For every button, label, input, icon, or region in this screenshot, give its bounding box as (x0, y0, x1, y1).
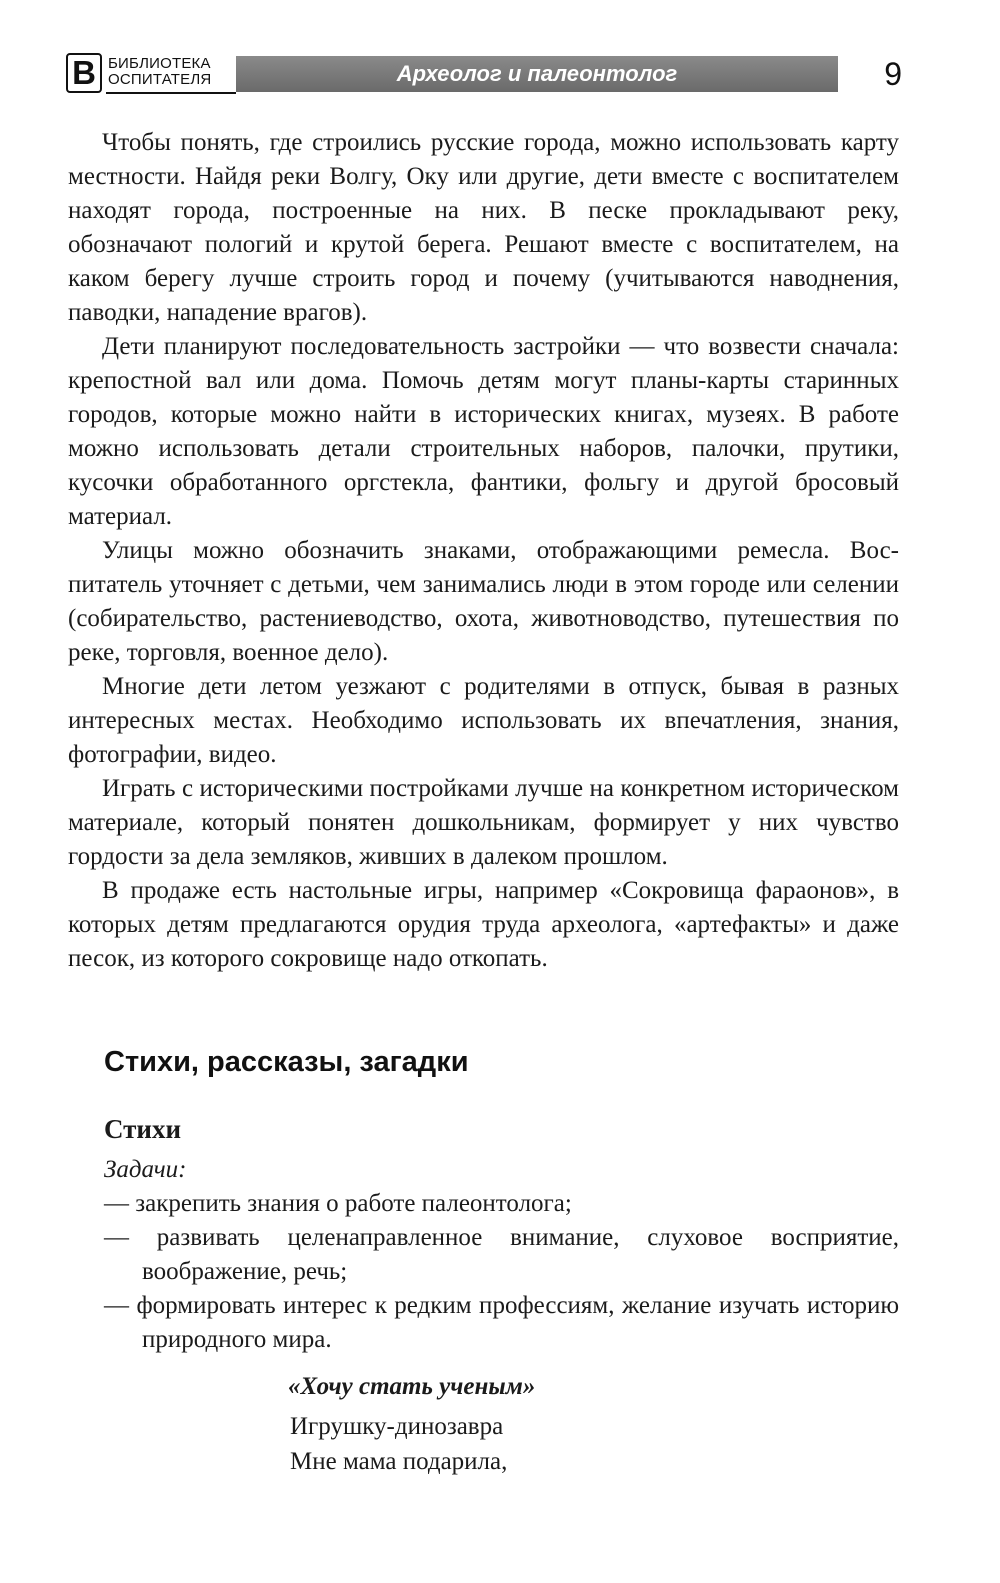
header-divider (106, 92, 236, 94)
paragraph: Улицы можно обозначить знаками, отображающими ремесла. Воспитатель уточняет с детьми, чем занимались люди в этом городе или селении (собирательство, растениеводство, охота, животноводство, путешествия по реке, торговля, военное дело). (68, 537, 899, 666)
chapter-title: Археолог и палеонтолог (236, 56, 838, 92)
page-header (66, 50, 902, 98)
paragraph: В продаже есть настольные игры, например «Сокровища фараонов», в которых детям предлагаются орудия труда археолога, «артефакты» и даже песок, из которого сокровище надо откопать. (68, 877, 899, 972)
series-logo-line-2: ОСПИТАТЕЛЯ (108, 71, 212, 88)
poem (290, 1409, 507, 1479)
poem-title: «Хочу стать ученым» (288, 1373, 536, 1400)
body-text (68, 126, 899, 976)
series-logo-text (108, 56, 211, 88)
task-item: — закрепить знания о работе палеонтолога; (104, 1190, 572, 1217)
series-logo-letter: В (66, 53, 102, 93)
section-heading: Стихи, рассказы, загадки (104, 1046, 469, 1078)
poem-line: Игрушку-динозавра (290, 1413, 504, 1440)
paragraph: Дети планируют последовательность застройки — что возвести сначала: крепостной вал или дома. Помочь детям могут планы-карты старинных городов, которые можно найти в исторических книгах, музеях. В работе можно использовать детали строительных наборов, палочки, прутики, кусочки обработанного оргстекла, фантики, фольгу и другой бросовый материал. (68, 333, 899, 530)
task-item: — формировать интерес к редким профессиям, желание изучать историю природного мира. (104, 1292, 899, 1353)
paragraph: Многие дети летом уезжают с родителями в отпуск, бывая в разных интересных местах. Необходимо использовать их впечатления, знания, фотографии, видео. (68, 673, 899, 768)
tasks-label: Задачи: (104, 1156, 187, 1183)
subsection-heading: Стихи (104, 1114, 182, 1144)
paragraph: Играть с историческими постройками лучше на конкретном историческом материале, который понятен дошкольникам, формирует у них чувство гордости за дела земляков, живших в далеком прошлом. (68, 775, 899, 870)
page-number: 9 (884, 56, 902, 92)
poem-line: Мне мама подарила, (290, 1448, 508, 1475)
paragraph: Чтобы понять, где строились русские города, можно использовать карту местности. Найдя реки Волгу, Оку или другие, дети вместе с воспитателем находят города, построенные на них. В песке прокладывают реку, обозначают пологий и крутой берега. Решают вместе с воспитателем, на каком берегу лучше строить город и почему (учитываются наводнения, паводки, нападение врагов). (68, 129, 899, 326)
series-logo-line-1: БИБЛИОТЕКА (108, 55, 211, 72)
tasks-list (104, 1187, 899, 1357)
task-item: — развивать целенаправленное внимание, слуховое восприятие, воображение, речь; (104, 1224, 899, 1285)
